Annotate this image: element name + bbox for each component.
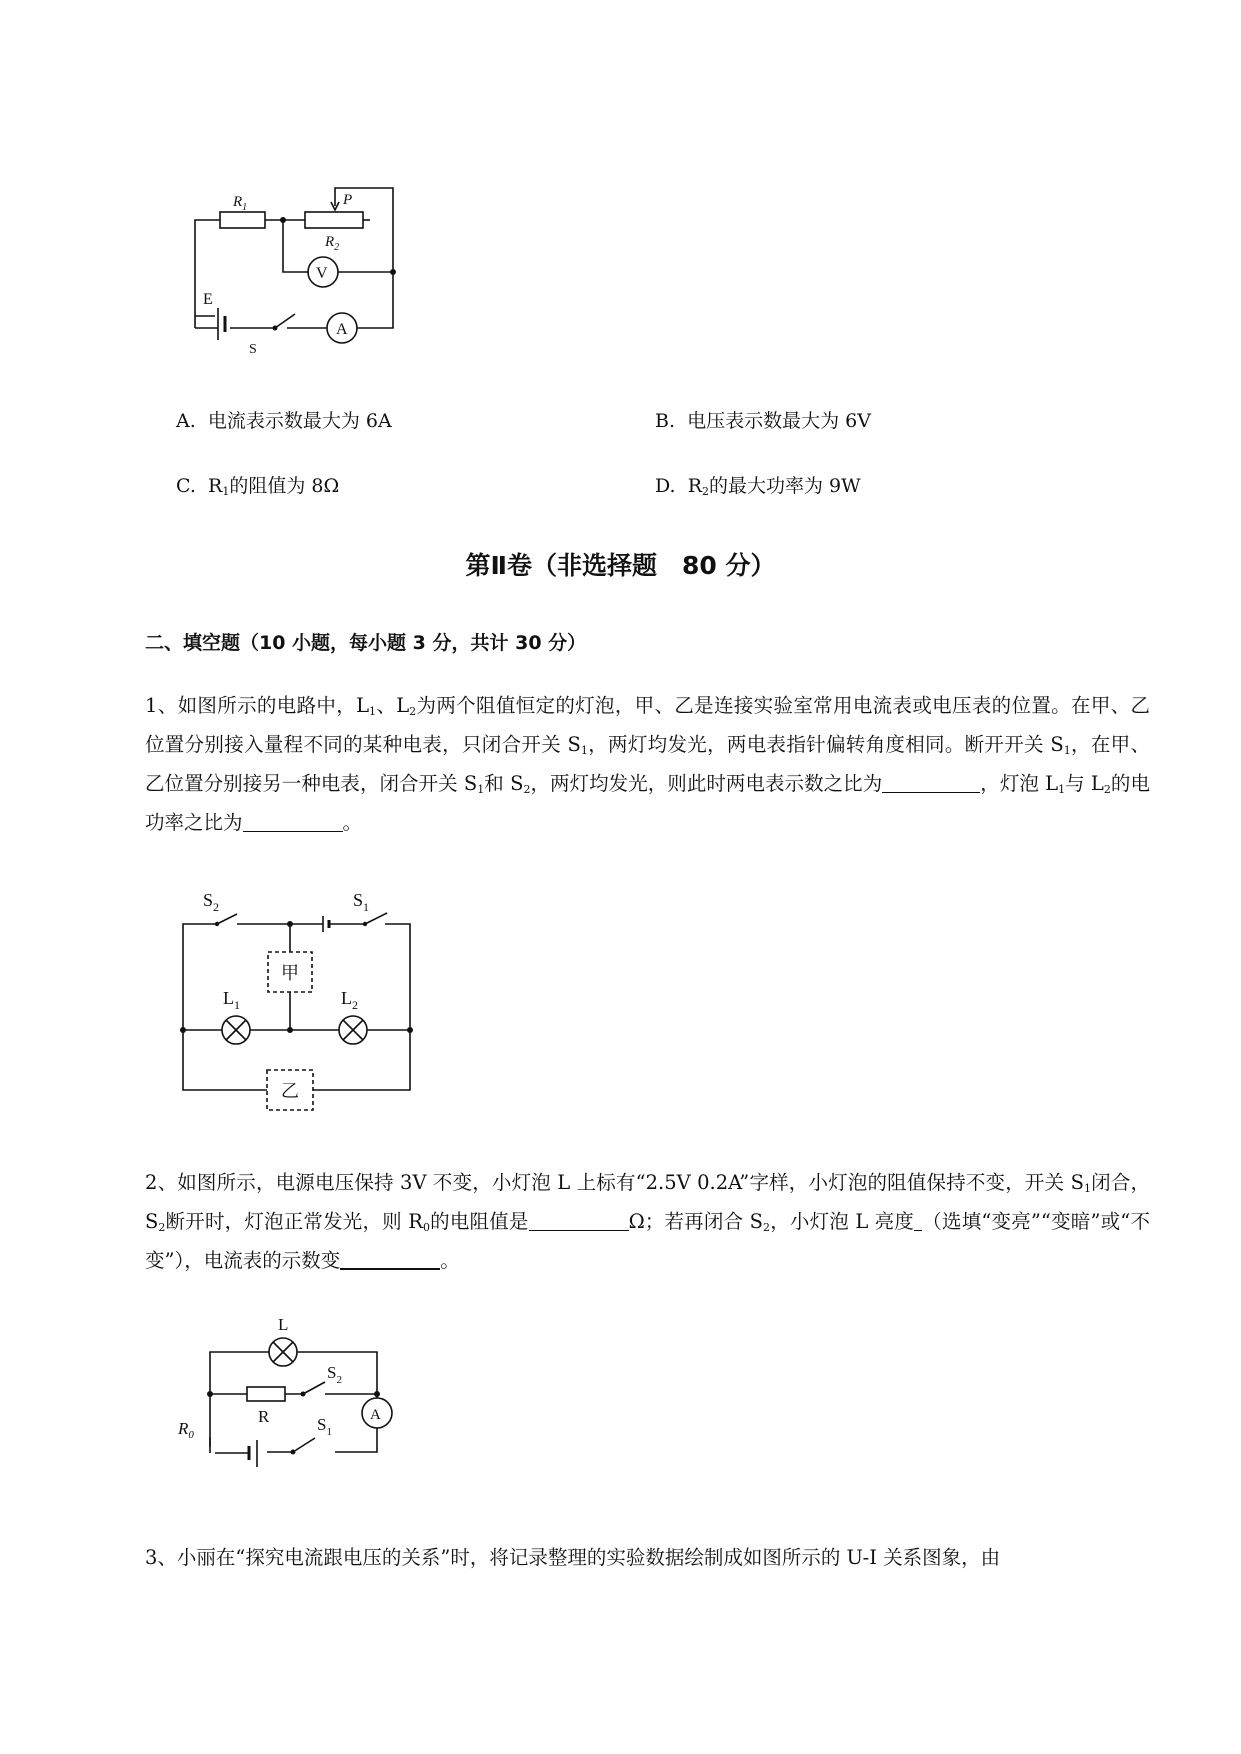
label-a: A — [370, 1407, 381, 1423]
answer-blank-5[interactable] — [340, 1244, 440, 1270]
circuit-diagram-q1 — [175, 880, 425, 1120]
part2-title: 第Ⅱ卷（非选择题 80 分） — [465, 551, 776, 580]
answer-blank-3[interactable] — [529, 1206, 629, 1231]
question-2: 2、如图所示，电源电压保持 3V 不变，小灯泡 L 上标有“2.5V 0.2A”字样，小灯泡的阻值保持不变，开关 $S_1$闭合，$S_2$断开时，灯泡正常发光，则 $R_0$的电阻值是 Ω；若再闭合 $S_2$，小灯泡 L 亮度 （选填“变亮”“变暗”或“不变”），电流表的示数变 。 — [145, 1171, 1150, 1272]
label-jia: 甲 — [281, 963, 299, 983]
label-s1: $S_1$ — [317, 1415, 332, 1438]
label-l: L — [278, 1315, 289, 1334]
option-a: A. 电流表示数最大为 6A — [176, 410, 392, 432]
question-1: 1、如图所示的电路中，$L_1$、$L_2$为两个阻值恒定的灯泡，甲、乙是连接实验室常用电流表或电压表的位置。在甲、乙位置分别接入量程不同的某种电表，只闭合开关 $S_1$，两灯均发光，两电表指针偏转角度相同。断开开关 $S_1$，在甲、乙位置分别接另一种电表，闭合开关 $S_1$和 $S_2$，两灯均发光，则此时两电表示数之比为 ，灯泡 $L_1$与 $L_2$的电功率之比为 。 — [145, 694, 1150, 834]
section-heading: 二、填空题（10 小题，每小题 3 分，共计 30 分） — [145, 632, 587, 654]
label-r1: $R_1$ — [233, 194, 248, 213]
option-b: B. 电压表示数最大为 6V — [655, 410, 871, 432]
label-r: R — [258, 1407, 270, 1426]
label-v: V — [316, 265, 328, 282]
label-p: P — [343, 192, 353, 208]
label-s1: $S_1$ — [353, 890, 370, 914]
option-c: C. $R_1$的阻值为 8Ω — [176, 475, 340, 498]
label-l1: $L_1$ — [223, 988, 240, 1012]
label-l2: $L_2$ — [341, 988, 358, 1012]
label-e: E — [203, 291, 213, 308]
circuit-diagram-prev — [185, 180, 415, 360]
label-a: A — [336, 321, 348, 338]
answer-blank-1[interactable] — [882, 768, 980, 793]
option-d: D. $R_2$的最大功率为 9W — [655, 475, 861, 498]
label-r0: $R_0$ — [178, 1419, 194, 1441]
question-3: 3、小丽在“探究电流跟电压的关系”时，将记录整理的实验数据绘制成如图所示的 U-I 关系图象，由 — [145, 1546, 1001, 1569]
circuit-diagram-q2 — [175, 1312, 405, 1482]
label-s: S — [249, 342, 257, 357]
answer-blank-2[interactable] — [243, 807, 343, 832]
label-yi: 乙 — [281, 1081, 299, 1101]
label-s2: $S_2$ — [203, 890, 220, 914]
label-s2: $S_2$ — [327, 1363, 342, 1386]
answer-blank-4[interactable] — [914, 1206, 922, 1231]
label-r2: $R_2$ — [325, 234, 340, 253]
